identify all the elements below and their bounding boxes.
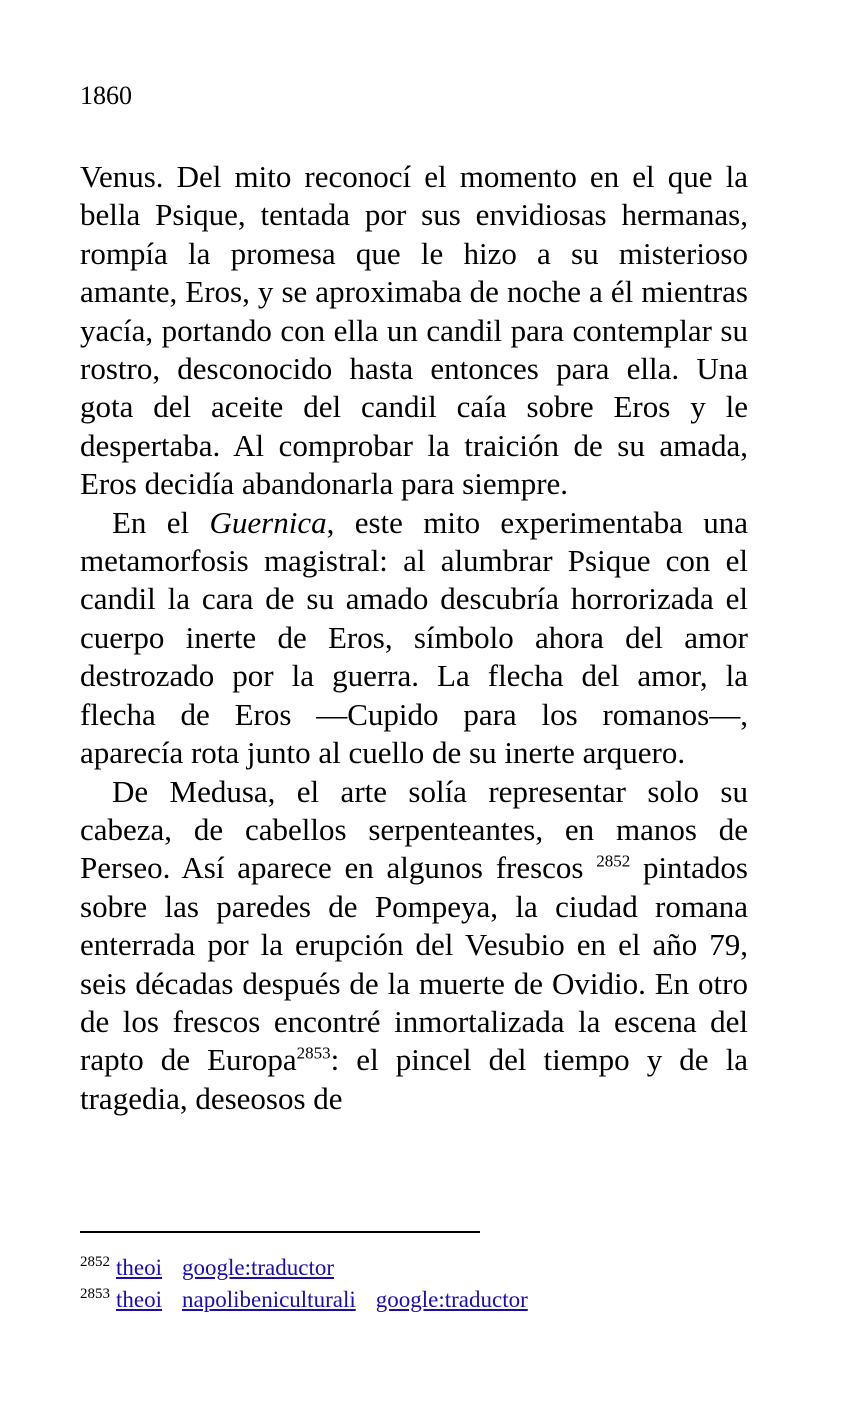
footnote-reference[interactable]: 2852 [596, 851, 631, 871]
footnote-2852 [80, 1252, 548, 1284]
paragraph-text-segment: De Medusa, el arte solía representar solo su cabeza, de cabellos serpenteantes, en manos de Perseo. Así aparece en algunos frescos [80, 773, 748, 886]
body-text [80, 158, 748, 1118]
paragraph-text-segment: En el [112, 504, 210, 540]
footnote-number: 2852 [80, 1254, 110, 1271]
page-number: 1860 [80, 81, 132, 110]
paragraph-venus-psique: Venus. Del mito reconocí el momento en el que la bella Psique, tentada por sus envidiosas hermanas, rompía la promesa que le hizo a su misterioso amante, Eros, y se aproximaba de noche a él mientras yacía, portando con ella un candil para contemplar su rostro, desconocido hasta entonces para ella. Una gota del aceite del candil caía sobre Eros y le despertaba. Al comprobar la traición de su amada, Eros decidía abandonarla para siempre. [80, 159, 748, 502]
footnote-link-theoi[interactable]: theoi [116, 1255, 162, 1280]
footnote-link-napolibeniculturali[interactable]: napolibeniculturali [182, 1287, 356, 1312]
paragraph-text-segment: , este mito experimentaba una metamorfosis magistral: al alumbrar Psique con el candil la cara de su amado descubría horrorizada el cuerpo inerte de Eros, símbolo ahora del amor destrozado por la guerra. La flecha del amor, la flecha de Eros —Cupido para los romanos—, aparecía rota junto al cuello de su inerte arquero. [80, 504, 748, 771]
footnote-separator [80, 1231, 480, 1233]
footnote-reference[interactable]: 2853 [296, 1044, 331, 1064]
footnote-2853 [80, 1284, 548, 1316]
footnotes [80, 1252, 548, 1316]
footnote-link-theoi[interactable]: theoi [116, 1287, 162, 1312]
paragraph-medusa [80, 773, 748, 1119]
paragraph-text-segment: : el pincel del tiempo y de la tragedia, deseosos de [80, 1042, 748, 1116]
paragraph-text-segment: pintados sobre las paredes de Pompeya, la ciudad romana enterrada por la erupción del Vesubio en el año 79, seis décadas después de la muerte de Ovidio. En otro de los frescos encontré inmortalizada la escena del rapto de Europa [80, 850, 748, 1078]
footnote-number: 2853 [80, 1286, 110, 1303]
paragraph-guernica [80, 504, 748, 773]
footnote-link-google-traductor[interactable]: google:traductor [375, 1287, 528, 1312]
footnote-link-google-traductor[interactable]: google:traductor [182, 1255, 335, 1280]
artwork-title: Guernica [209, 504, 327, 540]
